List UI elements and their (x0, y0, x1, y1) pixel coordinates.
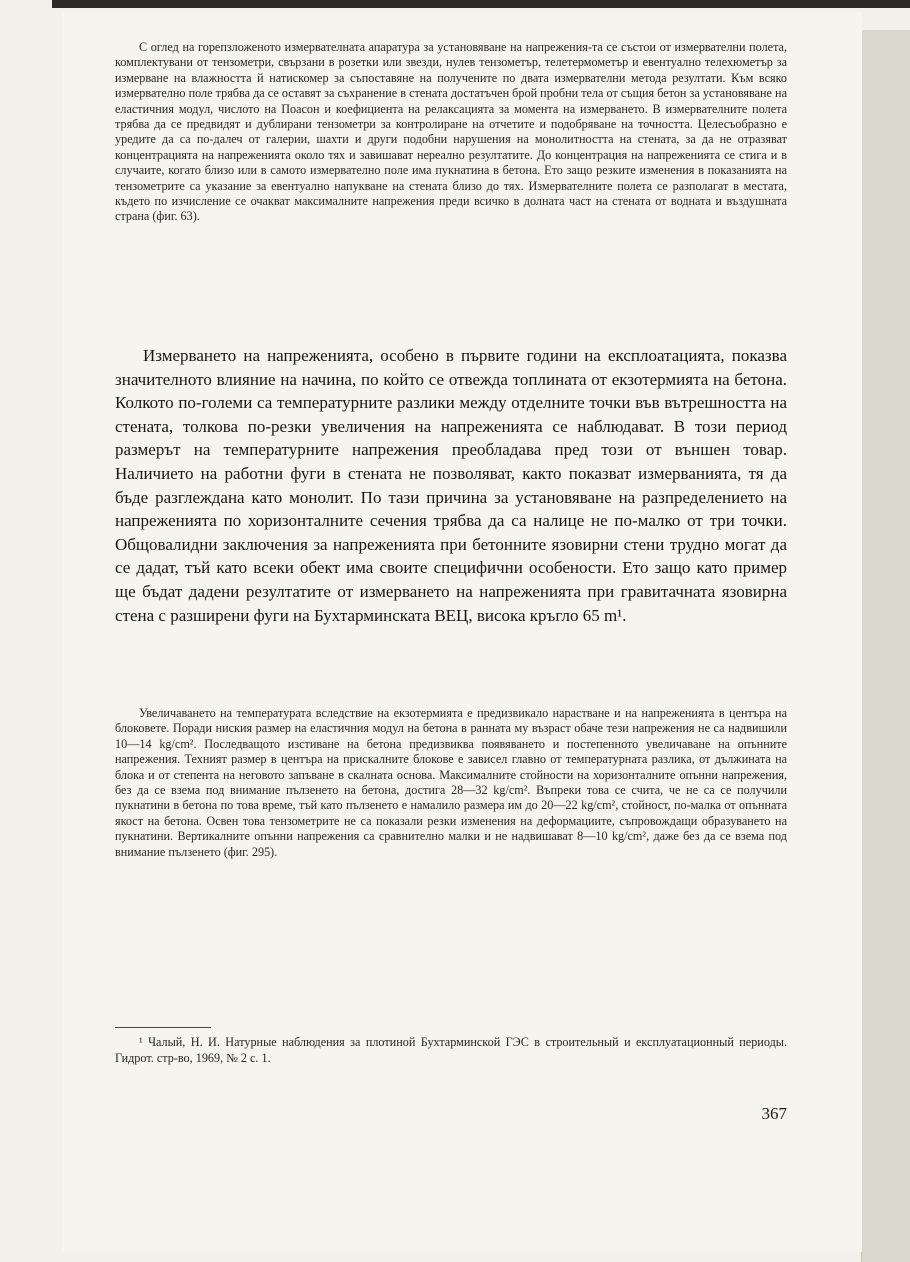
scan-side-edge (861, 30, 910, 1262)
scan-top-edge (52, 0, 910, 8)
paragraph-large: Измерването на напреженията, особено в първите години на експлоатацията, показва значителното влияние на начина, по който се отвежда топлината от екзотермията на бетона. Колкото по-големи са температурните разлики между отделните точки във вътрешността на стената, толкова по-резки увеличения на напреженията се наблюдават. В този период размерът на температурните напрежения преобладава пред този от външен товар. Наличието на работни фуги в стената не позволяват, както показват измерванията, тя да бъде разглеждана като монолит. По тази причина за установяване на разпределението на напреженията по хоризонталните сечения трябва да са налице не по-малко от три точки. Общовалидни заключения за напреженията при бетонните язовирни стени трудно могат да се дадат, тъй като всеки обект има своите специфични особености. Ето защо като пример ще бъдат дадени резултатите от измерването на напреженията при гравитачната язовирна стена с разширени фуги на Бухтарминската ВЕЦ, висока кръгло 65 m¹. (115, 346, 787, 625)
paragraph-small-2: Увеличаването на температурата вследствие на екзотермията е предизвикало нарастване и на напреженията в центъра на блоковете. Поради ниския размер на еластичния модул на бетона в ранната му възраст обаче тези напрежения не са надвишили 10—14 kg/cm². Последващото изстиване на бетона предизвиква появяването и постепенното увеличаване на опънните напрежения. Техният размер в центъра на прискалните блокове е зависел главно от температурната разлика, от дължината на блока и от степента на неговото запъване в скалната основа. Максималните стойности на хоризонталните опънни напрежения, без да се взема под внимание пълзенето на бетона, достига 28—32 kg/cm². Въпреки това се счита, че не са се получили пукнатини в бетона по това време, тъй като пълзенето е намалило размера им до 20—22 kg/cm², стойност, по-малка от опънната якост на бетона. Освен това тензометрите не са показали резки изменения на деформациите, съпровождащи образуването на пукнатини. Вертикалните опънни напрежения са сравнително малки и не надвишават 8—10 kg/cm², даже без да се взема под внимание пълзенето (фиг. 295). (115, 706, 787, 859)
footnote: ¹ Чалый, Н. И. Натурные наблюдения за плотиной Бухтарминской ГЭС в строительный и експлуатационный периоды. Гидрот. стр-во, 1969, № 2 с. 1. (115, 1035, 787, 1065)
footnote-divider (115, 1027, 211, 1028)
paragraph-small-1: С оглед на горепзложеното измервателната апаратура за установяване на напрежения-та се състои от измервателни полета, комплектувани от тензометри, свързани в розетки или звезди, нулев тензометър, телетермометър и евентуално телехюметър за измерване на влажността й натискомер за съпоставяне на получените по двата измервателни метода резултати. Към всяко измервателно поле трябва да се оставят за съхранение в стената достатъчен брой пробни тела от същия бетон за установяване на еластичния модул, числото на Поасон и коефициента на релаксацията за момента на измерването. В измервателните полета трябва да се предвидят и дублирани тензометри за контролиране на отчетите и подобряване на точността. Целесъобразно е уредите да са по-далеч от галерии, шахти и други подобни нарушения на монолитността на стената, за да не отразяват концентрацията на напреженията около тях и завишават нереално резултатите. До концентрация на напреженията се стига и в случаите, когато близо или в самото измервателно поле има пукнатина в бетона. Ето защо резките изменения в показанията на тензометрите са указание за евентуално напукване на стената близо до тях. Измервателните полета се разполагат в местата, където по изчисление се очакват максималните напрежения преди всичко в долната част на стената от водната и въздушната страна (фиг. 63). (115, 40, 787, 224)
page-number: 367 (761, 1104, 787, 1123)
